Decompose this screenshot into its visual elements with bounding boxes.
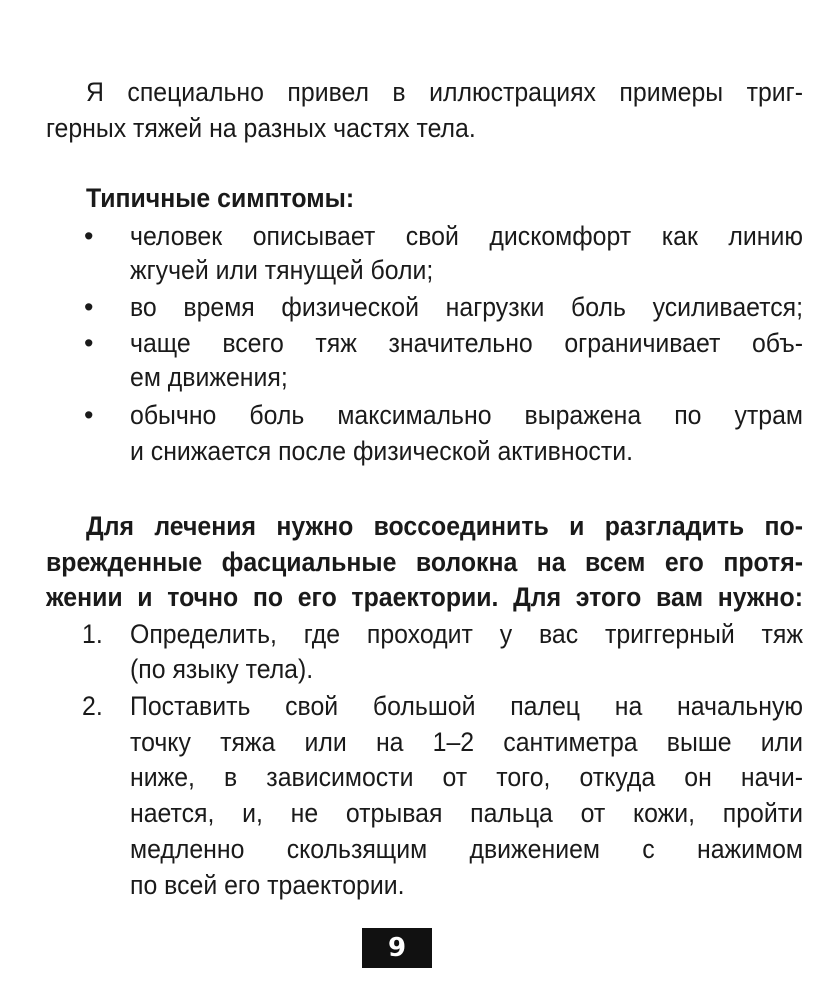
- step-2-line-1: Поставить свой большой палец на начальную: [130, 691, 803, 721]
- step-1-line-2: (по языку тела).: [130, 654, 314, 684]
- symptom-3-line-1: чаще всего тяж значительно ограничивает объ-: [130, 328, 803, 358]
- symptom-1-line-1: человек описывает свой дискомфорт как линию: [130, 221, 803, 251]
- step-2-line-4: нается, и, не отрывая пальца от кожи, пройти: [130, 798, 803, 828]
- symptom-3-line-2: ем движения;: [130, 362, 288, 392]
- step-2-line-6: по всей его траектории.: [130, 870, 405, 900]
- bullet-icon: •: [84, 221, 94, 251]
- step-1-line-1: Определить, где проходит у вас триггерный тяж: [130, 619, 803, 649]
- step-2-line-5: медленно скользящим движением с нажимом: [130, 834, 803, 864]
- symptom-4-line-1: обычно боль максимально выражена по утрам: [130, 400, 803, 430]
- bullet-icon: •: [84, 400, 94, 430]
- bullet-icon: •: [84, 328, 94, 358]
- step-1-number: 1.: [82, 619, 103, 649]
- symptom-2-line-1: во время физической нагрузки боль усиливается;: [130, 292, 803, 322]
- treatment-line-2: врежденные фасциальные волокна на всем его протя-: [46, 547, 803, 577]
- symptom-4-line-2: и снижается после физической активности.: [130, 436, 633, 466]
- step-2-line-3: ниже, в зависимости от того, откуда он начи-: [130, 762, 803, 792]
- step-2-line-2: точку тяжа или на 1–2 сантиметра выше или: [130, 727, 803, 757]
- treatment-line-3: жении и точно по его траектории. Для этого вам нужно:: [46, 582, 803, 612]
- symptoms-heading: Типичные симптомы:: [86, 183, 355, 213]
- intro-line-2: герных тяжей на разных частях тела.: [46, 113, 476, 143]
- page-number-badge: 9: [362, 928, 432, 968]
- treatment-line-1: Для лечения нужно воссоединить и разгладить по-: [86, 511, 803, 541]
- intro-line-1: Я специально привел в иллюстрациях примеры триг-: [86, 77, 803, 107]
- step-2-number: 2.: [82, 691, 103, 721]
- bullet-icon: •: [84, 292, 94, 322]
- symptom-1-line-2: жгучей или тянущей боли;: [130, 255, 434, 285]
